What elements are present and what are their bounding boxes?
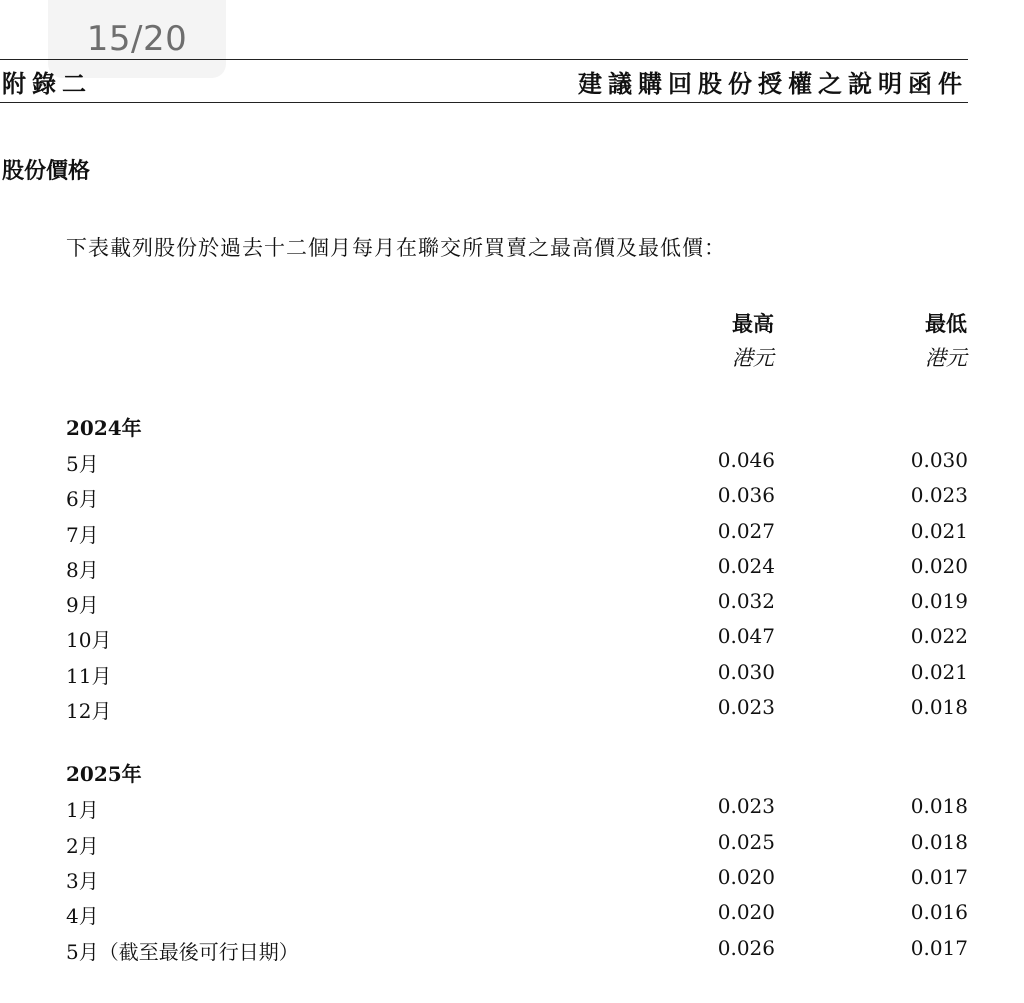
table-row bbox=[66, 859, 968, 894]
column-unit-low: 港元 bbox=[925, 346, 967, 370]
section-title: 股份價格 bbox=[2, 159, 91, 184]
low-price-cell: 0.020 bbox=[910, 553, 968, 578]
table-row bbox=[66, 788, 968, 823]
low-price-cell: 0.019 bbox=[910, 589, 968, 614]
high-price-cell: 0.046 bbox=[717, 448, 775, 472]
high-price-cell: 0.023 bbox=[717, 794, 775, 819]
high-price-cell: 0.020 bbox=[717, 864, 775, 889]
page-indicator: 15/20 bbox=[86, 19, 188, 59]
high-price-cell: 0.047 bbox=[717, 624, 775, 649]
low-price-cell: 0.018 bbox=[910, 829, 968, 854]
month-cell: 7月 bbox=[66, 522, 99, 547]
table-row bbox=[66, 548, 968, 583]
month-cell: 1月 bbox=[66, 798, 99, 823]
table-row bbox=[66, 618, 968, 653]
table-row bbox=[66, 930, 968, 965]
share-price-table bbox=[66, 412, 968, 965]
high-price-cell: 0.023 bbox=[717, 695, 775, 720]
high-price-cell: 0.026 bbox=[717, 935, 775, 960]
table-row bbox=[66, 689, 968, 724]
year-spacer bbox=[66, 724, 968, 758]
header-appendix-label: 附錄二 bbox=[2, 70, 92, 98]
low-price-cell: 0.023 bbox=[910, 483, 968, 508]
column-header-low: 最低 bbox=[925, 312, 967, 336]
low-price-cell: 0.030 bbox=[910, 448, 968, 472]
month-cell: 6月 bbox=[66, 487, 99, 512]
month-cell: 8月 bbox=[66, 557, 99, 582]
high-price-cell: 0.030 bbox=[717, 659, 775, 684]
table-row bbox=[66, 513, 968, 548]
low-price-cell: 0.016 bbox=[910, 900, 968, 925]
month-cell: 10月 bbox=[66, 628, 112, 653]
low-price-cell: 0.017 bbox=[910, 935, 968, 960]
month-cell: 3月 bbox=[66, 868, 99, 893]
low-price-cell: 0.017 bbox=[910, 864, 968, 889]
high-price-cell: 0.027 bbox=[717, 518, 775, 543]
header-top-rule bbox=[0, 59, 968, 60]
year-heading: 2024年 bbox=[66, 416, 142, 440]
high-price-cell: 0.024 bbox=[717, 553, 775, 578]
high-price-cell: 0.036 bbox=[717, 483, 775, 508]
month-cell: 2月 bbox=[66, 833, 99, 858]
low-price-cell: 0.021 bbox=[910, 518, 968, 543]
table-row bbox=[66, 894, 968, 929]
low-price-cell: 0.021 bbox=[910, 659, 968, 684]
month-cell: 4月 bbox=[66, 904, 99, 929]
low-price-cell: 0.018 bbox=[910, 695, 968, 720]
section-intro: 下表載列股份於過去十二個月每月在聯交所買賣之最高價及最低價： bbox=[66, 236, 726, 260]
month-cell: 12月 bbox=[66, 699, 112, 724]
high-price-cell: 0.025 bbox=[717, 829, 775, 854]
low-price-cell: 0.018 bbox=[910, 794, 968, 819]
year-heading: 2025年 bbox=[66, 762, 142, 787]
high-price-cell: 0.032 bbox=[717, 589, 775, 614]
high-price-cell: 0.020 bbox=[717, 900, 775, 925]
low-price-cell: 0.022 bbox=[910, 624, 968, 649]
table-row bbox=[66, 477, 968, 512]
table-row bbox=[66, 583, 968, 618]
month-cell: 11月 bbox=[66, 663, 112, 688]
table-row bbox=[66, 654, 968, 689]
header-document-title: 建議購回股份授權之說明函件 bbox=[578, 70, 968, 98]
header-bottom-rule bbox=[0, 102, 968, 103]
table-row bbox=[66, 442, 968, 477]
month-cell: 9月 bbox=[66, 593, 99, 618]
table-row bbox=[66, 824, 968, 859]
column-header-high: 最高 bbox=[732, 312, 774, 336]
month-cell: 5月（截至最後可行日期） bbox=[66, 939, 299, 964]
month-cell: 5月 bbox=[66, 452, 99, 476]
column-unit-high: 港元 bbox=[732, 346, 774, 370]
